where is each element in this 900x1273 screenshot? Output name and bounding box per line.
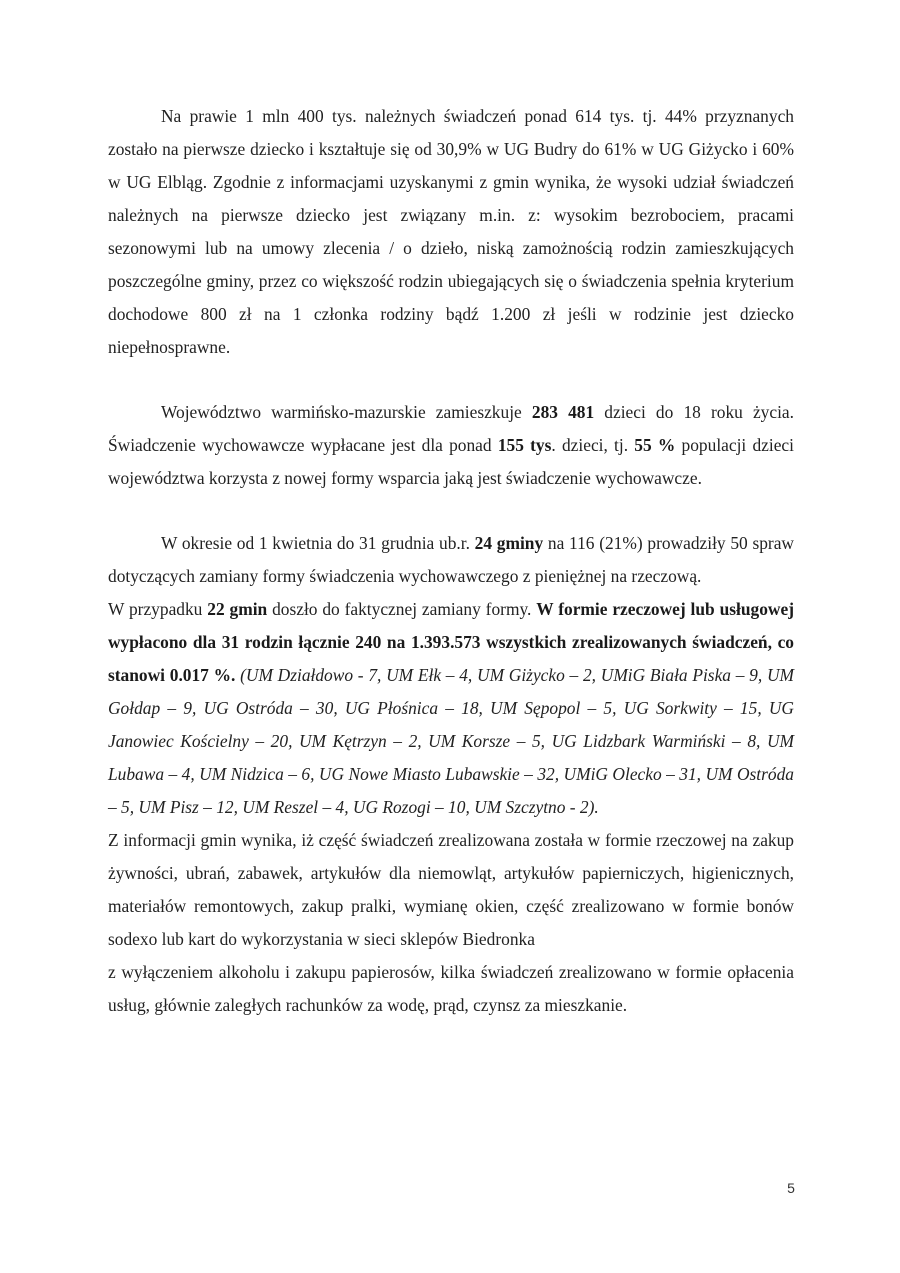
paragraph-form-change-cases [108, 527, 794, 593]
page-number: 5 [787, 1180, 795, 1196]
text-segment: dzieci do 18 roku życia. Świadczenie wychowawcze wypłacane jest dla ponad [108, 402, 794, 455]
bold-in-kind-summary: W formie rzeczowej lub usługowej wypłacono dla 31 rodzin łącznie 240 na 1.393.573 wszystkich zrealizowanych świadczeń, co stanowi 0.017 %. [108, 599, 794, 685]
bold-children-count: 283 481 [531, 402, 595, 422]
document-page [108, 100, 794, 1022]
paragraph-text: Na prawie 1 mln 400 tys. należnych świadczeń ponad 614 tys. tj. 44% przyznanych zostało na pierwsze dziecko i kształtuje się od 30,9% w UG Budry do 61% w UG Giżycko i 60% w UG Elbląg. Zgodnie z informacjami uzyskanymi z gmin wynika, że wysoki udział świadczeń należnych na pierwsze dziecko jest związany m.in. z: wysokim bezrobociem, pracami sezonowymi lub na umowy zlecenia / o dzieło, niską zamożnością rodzin zamieszkujących poszczególne gminy, przez co większość rodzin ubiegających się o świadczenia spełnia kryterium dochodowe 800 zł na 1 członka rodziny bądź 1.200 zł jeśli w rodzinie jest dziecko niepełnosprawne. [108, 106, 794, 357]
text-segment: Województwo warmińsko-mazurskie zamieszkuje [161, 402, 532, 422]
italic-municipality-list: (UM Działdowo - 7, UM Ełk – 4, UM Giżycko – 2, UMiG Biała Piska – 9, UM Gołdap – 9, UG Ostróda – 30, UG Płośnica – 18, UM Sępopol – 5, UG Sorkwity – 15, UG Janowiec Kościelny – 20, UM Kętrzyn – 2, UM Korsze – 5, UG Lidzbark Warmiński – 8, UM Lubawa – 4, UM Nidzica – 6, UG Nowe Miasto Lubawskie – 32, UMiG Olecko – 31, UM Ostróda – 5, UM Pisz – 12, UM Reszel – 4, UG Rozogi – 10, UM Szczytno - 2). [108, 665, 794, 817]
text-segment: W okresie od 1 kwietnia do 31 grudnia ub.r. [161, 533, 475, 553]
text-segment: W przypadku [108, 599, 208, 619]
paragraph-text: Z informacji gmin wynika, iż część świadczeń zrealizowana została w formie rzeczowej na zakup żywności, ubrań, zabawek, artykułów dla niemowląt, artykułów papierniczych, higienicznych, materiałów remontowych, zakup pralki, wymianę okien, część zrealizowano w formie bonów sodexo lub kart do wykorzystania w sieci sklepów Biedronka [108, 830, 794, 949]
paragraph-spacer [108, 364, 794, 396]
bold-municipalities-count: 24 gminy [474, 533, 544, 553]
text-segment: populacji dzieci województwa korzysta z nowej formy wsparcia jaką jest świadczenie wychowawcze. [108, 435, 794, 488]
paragraph-spacer [108, 495, 794, 527]
text-segment: na 116 (21%) prowadziły 50 spraw dotyczących zamiany formy świadczenia wychowawczego z pieniężnej na rzeczową. [108, 533, 794, 586]
bold-beneficiaries: 155 tys [497, 435, 552, 455]
paragraph-text: z wyłączeniem alkoholu i zakupu papierosów, kilka świadczeń zrealizowano w formie opłacenia usług, głównie zaległych rachunków za wodę, prąd, czynsz za mieszkanie. [108, 962, 794, 1015]
paragraph-in-kind-purposes [108, 824, 794, 956]
text-segment: . dzieci, tj. [551, 435, 635, 455]
paragraph-in-kind-payments [108, 593, 794, 824]
paragraph-voivodeship-children [108, 396, 794, 495]
paragraph-exclusions [108, 956, 794, 1022]
text-segment: doszło do faktycznej zamiany formy. [267, 599, 537, 619]
bold-municipalities: 22 gmin [207, 599, 268, 619]
bold-percentage: 55 % [634, 435, 676, 455]
paragraph-first-child-benefits [108, 100, 794, 364]
